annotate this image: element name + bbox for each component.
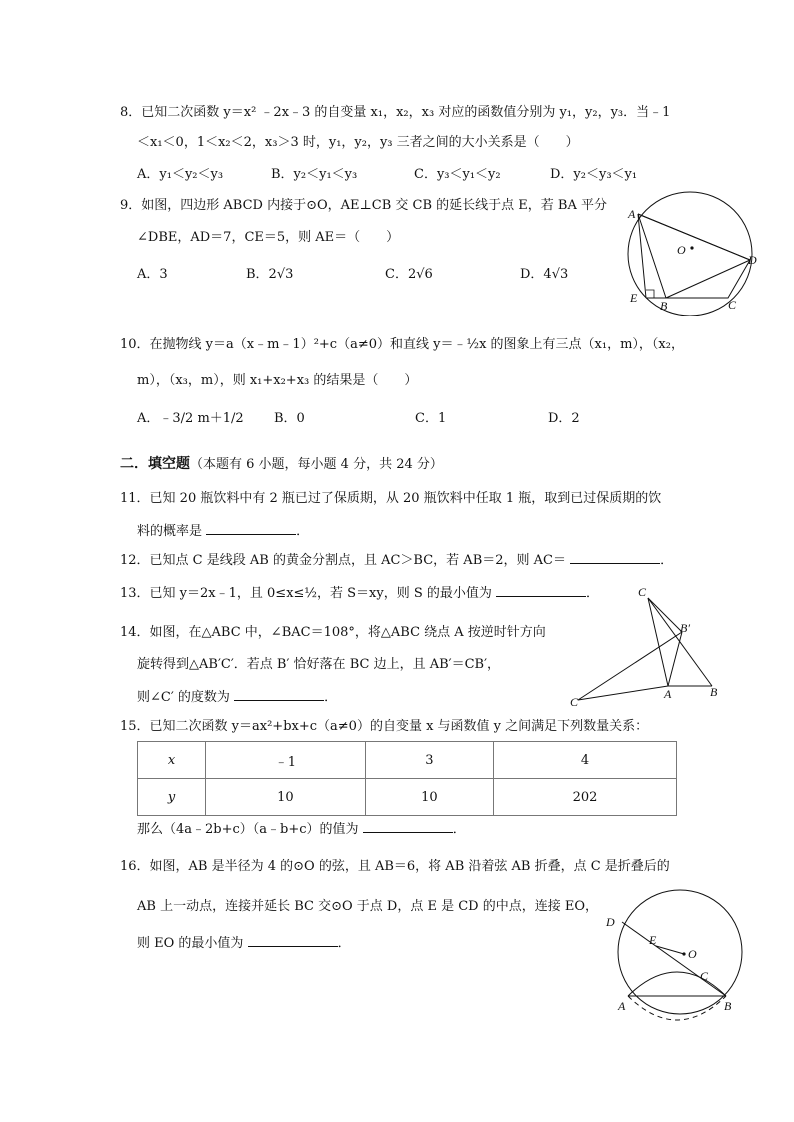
q8-line1: 8．已知二次函数 y＝x² ﹣2x﹣3 的自变量 x₁，x₂，x₃ 对应的函数值分别为 y₁，y₂，y₃．当﹣1 — [120, 105, 671, 120]
q10-option-a: A．﹣3/2 m＋1/2 — [137, 411, 244, 426]
q13-text: 13．已知 y＝2x﹣1，且 0≤x≤½，若 S＝xy，则 S 的最小值为 — [120, 586, 492, 601]
table-row — [138, 779, 677, 816]
q16-figure-folded-circle — [600, 884, 760, 1024]
table-cell: y — [138, 779, 206, 816]
section-2-heading — [120, 453, 443, 473]
q16-line3 — [137, 934, 351, 953]
q16-label-c: C — [700, 969, 709, 983]
q14-label-c-left: C — [570, 695, 579, 709]
table-cell: 3 — [365, 742, 493, 779]
table-cell: 10 — [365, 779, 493, 816]
q10-option-b: B．0 — [274, 411, 305, 426]
q16-label-d: D — [606, 915, 615, 929]
table-cell: 4 — [494, 742, 677, 779]
q10-line2: m），（x₃，m），则 x₁+x₂+x₃ 的结果是（ ） — [137, 373, 418, 388]
q14-line3-text: 则∠C′ 的度数为 — [137, 690, 230, 705]
q10-option-d: D．2 — [548, 411, 580, 426]
q14-label-b-prime: B′ — [680, 621, 690, 635]
table-cell: 10 — [206, 779, 366, 816]
q15-after-text: 那么（4a﹣2b+c）（a﹣b+c）的值为 — [137, 822, 359, 837]
q14-figure-rotation — [566, 584, 726, 709]
section-2-title: 二．填空题 — [120, 456, 190, 472]
q16-line3-text: 则 EO 的最小值为 — [137, 936, 244, 951]
q14-line2: 旋转得到△AB′C′．若点 B′ 恰好落在 BC 边上，且 AB′＝CB′， — [137, 657, 501, 672]
table-cell: 202 — [494, 779, 677, 816]
q16-period: ． — [337, 936, 351, 951]
q14-period: ． — [324, 690, 338, 705]
q8-option-d: D．y₂＜y₃＜y₁ — [550, 167, 638, 182]
q12-period: ． — [660, 553, 674, 568]
q15-period: ． — [452, 822, 466, 837]
q15-intro: 15．已知二次函数 y＝ax²+bx+c（a≠0）的自变量 x 与函数值 y 之间满足下列数量关系： — [120, 719, 649, 734]
q13-line — [120, 584, 599, 603]
q9-label-d: D — [748, 253, 757, 267]
q10-option-c: C．1 — [415, 411, 447, 426]
q9-label-a: A — [628, 207, 636, 221]
section-2-note: （本题有 6 小题，每小题 4 分，共 24 分） — [190, 457, 443, 472]
q14-line3 — [137, 688, 337, 707]
q11-answer-blank[interactable] — [206, 522, 296, 535]
q13-period: ． — [586, 586, 600, 601]
table-cell: ﹣1 — [206, 742, 366, 779]
q16-label-a: A — [618, 999, 626, 1013]
q16-line2: AB 上一动点，连接并延长 BC 交⊙O 于点 D，点 E 是 CD 的中点，连接 EO， — [137, 899, 598, 914]
q16-label-e: E — [649, 933, 657, 947]
q14-label-b: B — [710, 685, 718, 699]
q9-line1: 9．如图，四边形 ABCD 内接于⊙O，AE⊥CB 交 CB 的延长线于点 E，若 BA 平分 — [120, 198, 607, 213]
q8-option-b: B．y₂＜y₁＜y₃ — [271, 167, 358, 182]
q14-label-c-top: C — [638, 585, 647, 599]
q8-line2: ＜x₁＜0，1＜x₂＜2，x₃＞3 时，y₁，y₂，y₃ 三者之间的大小关系是（ ） — [137, 135, 579, 150]
q12-answer-blank[interactable] — [570, 551, 660, 564]
q16-label-b: B — [724, 999, 732, 1013]
q12-text: 12．已知点 C 是线段 AB 的黄金分割点，且 AC＞BC，若 AB＝2，则 AC＝ — [120, 553, 566, 568]
q11-period: ． — [296, 524, 310, 539]
q16-line1: 16．如图，AB 是半径为 4 的⊙O 的弦，且 AB＝6，将 AB 沿着弦 AB 折叠，点 C 是折叠后的 — [120, 859, 670, 874]
q9-option-c: C．2√6 — [385, 267, 433, 282]
q9-label-e: E — [630, 291, 638, 305]
q16-label-o: O — [688, 947, 697, 961]
q12-line — [120, 551, 673, 570]
q9-line2: ∠DBE，AD＝7，CE＝5，则 AE＝（ ） — [137, 230, 400, 245]
q11-line2 — [137, 522, 309, 541]
table-row — [138, 742, 677, 779]
q10-line1: 10．在抛物线 y＝a（x﹣m﹣1）²+c（a≠0）和直线 y＝﹣½x 的图象上有三点（x₁，m），（x₂， — [120, 337, 684, 352]
q11-line1: 11．已知 20 瓶饮料中有 2 瓶已过了保质期，从 20 瓶饮料中任取 1 瓶，取到已过保质期的饮 — [120, 491, 662, 506]
q9-label-b: B — [660, 299, 668, 313]
q9-option-a: A．3 — [137, 267, 168, 282]
q9-label-o: O — [677, 243, 686, 257]
q14-label-a: A — [664, 687, 672, 701]
q15-value-table — [137, 741, 677, 816]
q15-answer-blank[interactable] — [363, 820, 453, 833]
q9-figure-circle-quadrilateral — [622, 186, 762, 316]
q9-label-c: C — [728, 298, 737, 312]
table-cell: x — [138, 742, 206, 779]
q15-after — [137, 820, 466, 839]
q8-option-a: A．y₁＜y₂＜y₃ — [137, 167, 224, 182]
q9-option-d: D．4√3 — [520, 267, 569, 282]
q14-answer-blank[interactable] — [234, 688, 324, 701]
q11-line2-text: 料的概率是 — [137, 524, 203, 539]
q8-option-c: C．y₃＜y₁＜y₂ — [414, 167, 501, 182]
q9-option-b: B．2√3 — [246, 267, 294, 282]
q16-answer-blank[interactable] — [248, 934, 338, 947]
q14-line1: 14．如图，在△ABC 中，∠BAC＝108°，将△ABC 绕点 A 按逆时针方向 — [120, 625, 546, 640]
